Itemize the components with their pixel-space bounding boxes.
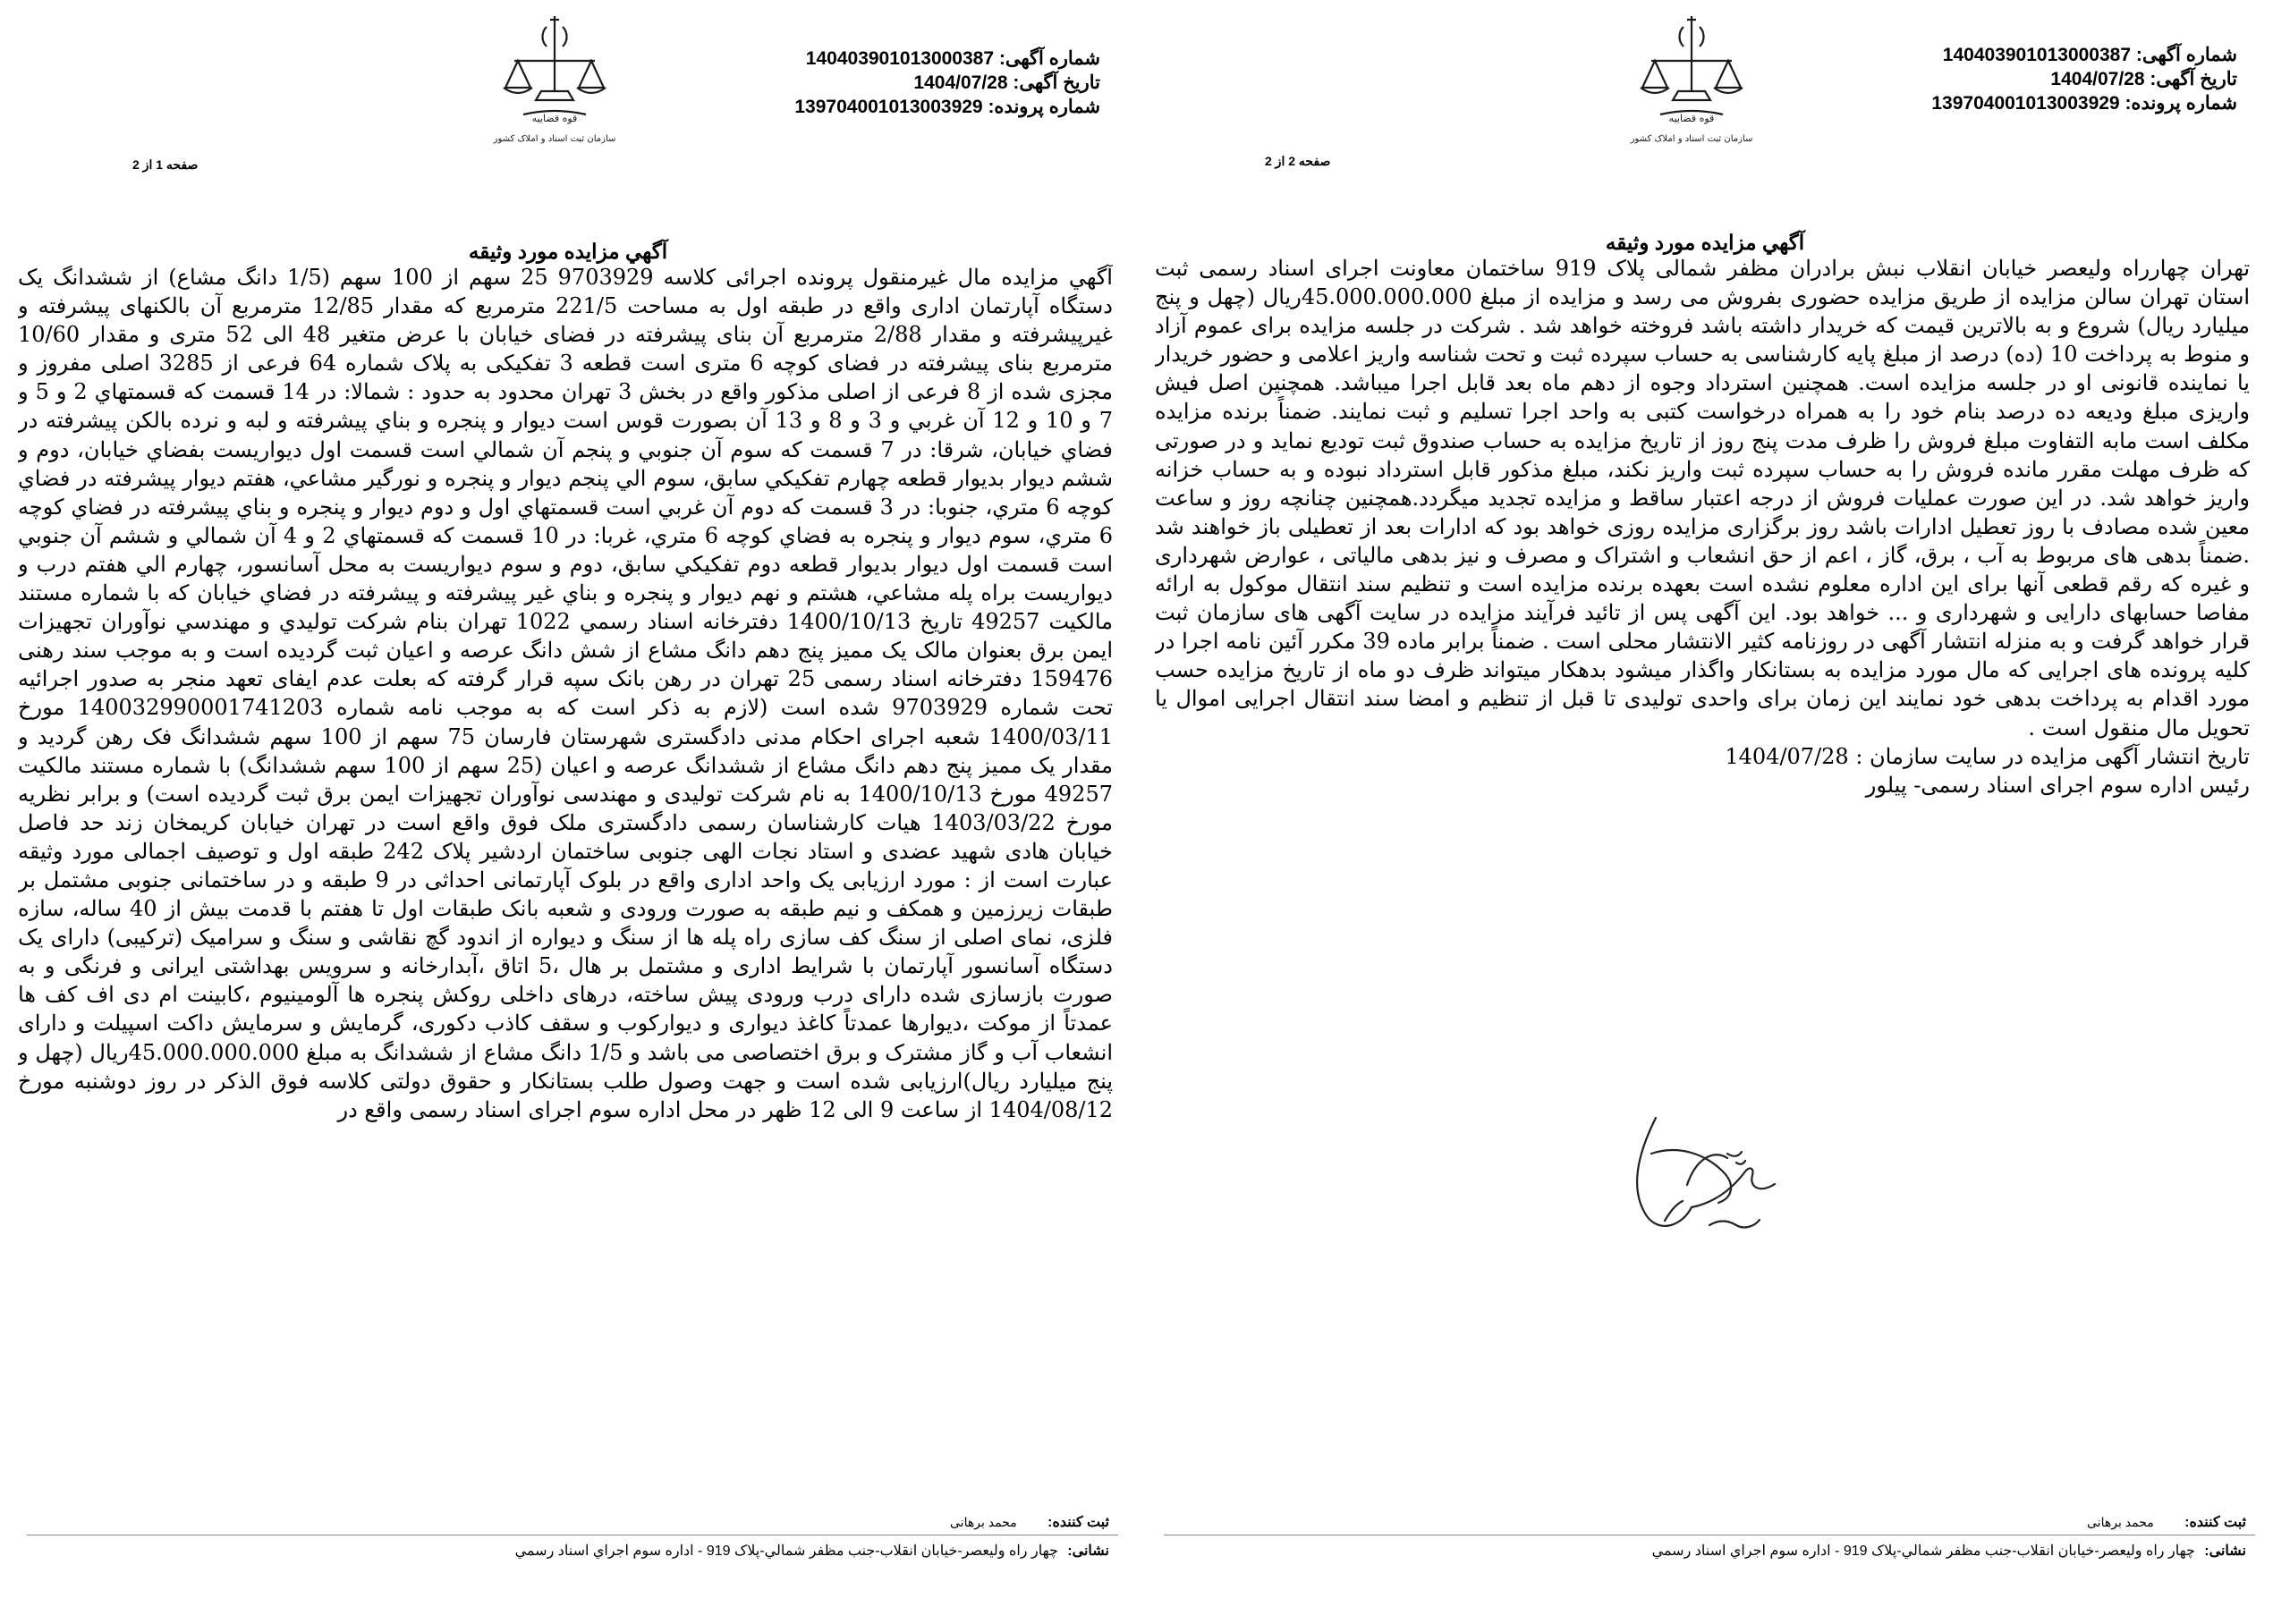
handwritten-signature-icon	[1602, 1100, 1799, 1252]
judiciary-scales-emblem-icon	[1624, 9, 1759, 161]
svg-text:سازمان ثبت اسناد و املاک کشور: سازمان ثبت اسناد و املاک کشور	[493, 134, 616, 144]
address-text: چهار راه وليعصر-خيابان انقلاب-جنب مظفر شمالي-پلاک 919 - اداره سوم اجراي اسناد رسمي	[1651, 1544, 2195, 1559]
signatory-line: رئیس اداره سوم اجرای اسناد رسمی- پیلور	[1865, 772, 2250, 798]
notice-header	[1870, 43, 2237, 115]
notice-page-1	[0, 0, 1136, 1624]
judiciary-scales-emblem-icon	[488, 9, 622, 161]
notice-body-paragraph: تهران چهارراه ولیعصر خیابان انقلاب نبش برادران مظفر شمالی پلاک 919 ساختمان معاونت اجرای اسناد رسمی ثبت استان تهران سالن مزایده از طریق مزایده حضوری بفروش می رسد و مزایده از مبلغ 45.000.000.000ریال (چهل و پنج میلیارد ریال) شروع و به بالاترین قیمت که خریدار داشته باشد فروخته خواهد شد . شرکت در جلسه مزایده برای عموم آزاد و منوط به پرداخت 10 (ده) درصد از مبلغ پایه کارشناسی به حساب سپرده ثبت و تحت شناسه واریز اعلامی و حضور خریدار یا نماینده قانونی او در جلسه مزایده است. همچنین استرداد وجوه از دهم ماه بعد قابل اجرا میباشد. همچنین اصل فیش واریزی مبلغ ودیعه ده درصد بنام خود را به همراه درخواست کتبی به واحد اجرا تسلیم و ثبت نمایند. ضمناً برنده مزایده مکلف است مابه التفاوت مبلغ فروش را ظرف مدت پنج روز از تاریخ مزایده به حساب صندوق ثبت تودیع نماید و در صورتی که ظرف مهلت مقرر مانده فروش را به حساب سپرده ثبت واریز نکند، مبلغ مذکور قابل استرداد نبوده و به حساب خزانه واریز خواهد شد. در این صورت عملیات فروش از درجه اعتبار ساقط و مزایده تجدید میگردد.همچنین چنانچه روز و ساعت معین شده مصادف با روز تعطیل ادارات باشد روز برگزاری مزایده روزی خواهد بود که ادارات بعد از تعطیلی باز خواهند شد .ضمناً بدهی های مربوط به آب ، برق، گاز ، اعم از حق انشعاب و اشتراک و مصرف و نیز بدهی مالیاتی ، عوارض شهرداری و غیره که رقم قطعی آنها برای این اداره معلوم نشده است بعهده برنده مزایده است و تنظیم سند انتقال موکول به ارائه مفاصا حسابهای دارایی و شهرداری و ... خواهد بود. این آگهی پس از تائید فرآیند مزایده در سایت آگهی های سازمان ثبت قرار خواهد گرفت و به منزله انتشار آگهی در روزنامه کثیر الانتشار محلی است . ضمناً برابر ماده 39 مکرر آئین نامه اجرا در کلیه پرونده های اجرایی که مال مورد مزایده به بستانکار واگذار میشود بدهکار میتواند ظرف دو ماه از تاریخ مزایده حسب مورد اقدام به پرداخت بدهی خود نمایند این زمان برای واحدی تولیدی تا قبل از تنظیم و امضا سند انتقال اجرایی اموال یا تحویل مال منقول است .	[1155, 256, 2250, 740]
page-number: صفحه 2 از 2	[1265, 154, 1331, 168]
address	[515, 1542, 1109, 1560]
notice-title: آگهي مزايده مورد وثيقه	[468, 240, 668, 263]
notice-body	[18, 263, 1113, 1506]
notice-title: آگهي مزايده مورد وثيقه	[1605, 231, 1805, 254]
case-number: شماره پرونده: 139704001013003929	[794, 97, 1100, 117]
notice-body	[1155, 254, 2250, 1023]
address-label: نشانی:	[1067, 1544, 1109, 1559]
notice-date: تاریخ آگهی: 1404/07/28	[913, 72, 1100, 93]
notice-body-paragraph: آگهي مزايده مال غيرمنقول پرونده اجرائی کلاسه 9703929 25 سهم از 100 سهم (1/5 دانگ مشاع) از ششدانگ یک دستگاه آپارتمان اداری واقع در طبقه اول به مساحت 221/5 مترمربع که مقدار 12/85 مترمربع آن بالکنهای پیشرفته و غیرپیشرفته و مقدار 2/88 مترمربع آن بنای پیشرفته در فضای خیابان با عرض متغیر 48 الی 52 متری و مقدار 10/60 مترمربع بنای پیشرفته در فضای کوچه 6 متری است قطعه 3 تفکیکی به پلاک شماره 64 فرعی از 3285 اصلی مفروز و مجزی شده از 8 فرعی از اصلی مذکور واقع در بخش 3 تهران محدود به حدود : شمالا: در 14 قسمت كه قسمتهاي 2 و 5 و 7 و 10 و 12 آن غربي و 3 و 8 و 13 آن بصورت قوس است ديوار و پنجره و بناي پيشرفته و لبه و نرده بالكن پيشرفته در فضاي خيابان، شرقا: در 7 قسمت كه سوم آن جنوبي و پنجم آن شمالي است قسمت اول ديواريست بفضاي خيابان، دوم و ششم ديوار بديوار قطعه چهارم تفكيكي سابق، سوم الي پنجم ديوار و پنجره و نورگير مشاعي، هفتم ديوار پيشرفته در فضاي كوچه 6 متري، جنوبا: در 3 قسمت كه دوم آن غربي است قسمتهاي اول و دوم ديوار و پنجره و بناي پيشرفته در فضاي كوچه 6 متري، سوم ديوار و پنجره به فضاي كوچه 6 متري، غربا: در 10 قسمت كه قسمتهاي 2 و 4 آن شمالي و ششم آن جنوبي است قسمت اول ديوار بديوار قطعه دوم تفكيكي سابق، دوم و سوم ديواريست به محل آسانسور، چهارم الي هفتم درب و ديواريست براه پله مشاعي، هشتم و نهم ديوار و پنجره و بناي غير پيشرفته و پيشرفته در فضاي خيابان كه با شماره مستند مالكيت 49257 تاريخ 1400/10/13 دفترخانه اسناد رسمي 1022 تهران بنام شركت توليدي و مهندسي نوآوران تجهيزات ايمن برق بعنوان مالک یک ممیز پنج دهم دانگ مشاع از شش دانگ عرصه و اعیان ثبت گردیده است و به موجب سند رهنی 159476 دفترخانه اسناد رسمی 25 تهران در رهن بانک سپه قرار گرفته که بعلت عدم ایفای تعهد منجر به صدور اجرائیه تحت شماره 9703929 شده است (لازم به ذکر است که به موجب نامه شماره 140032990001741203 مورخ 1400/03/11 شعبه اجرای احکام مدنی دادگستری شهرستان فارسان 75 سهم از 100 سهم ششدانگ فک رهن گردید و مقدار یک ممیز پنج دهم دانگ مشاع از ششدانگ عرصه و اعیان (25 سهم از 100 سهم ششدانگ) با شماره مستند مالکیت 49257 مورخ 1400/10/13 به نام شرکت تولیدی و مهندسی نوآوران تجهیزات ایمن برق ثبت گردیده است) و برابر نظریه مورخ 1403/03/22 هیات کارشناسان رسمی دادگستری ملک فوق واقع است در تهران خیابان کریمخان زند حد فاصل خیابان هادی شهید عضدی و استاد نجات الهی جنوبی ساختمان اردشیر پلاک 242 طبقه اول و توصیف اجمالی مورد وثیقه عبارت است از : مورد ارزیابی یک واحد اداری واقع در بلوک آپارتمانی احداثی در 9 طبقه و در ساختمانی جنوبی مشتمل بر طبقات زیرزمین و همکف و نیم طبقه به صورت ورودی و شعبه بانک طبقات اول تا هفتم با قدمت بیش از 40 ساله، سازه فلزی، نمای اصلی از سنگ کف سازی راه پله ها از سنگ و دیواره از اندود گچ نقاشی و سنگ و سرامیک (ترکیبی) دارای یک دستگاه آسانسور آپارتمان با شرایط اداری و مشتمل بر هال ،5 اتاق ،آبدارخانه و سرویس بهداشتی ایرانی و فرنگی و به صورت بازسازی شده دارای درب ورودی پیش ساخته، درهای داخلی روکش پنجره ها آلومینیوم ،کابینت ام دی اف کف ها عمدتاً از موکت ،دیوارها عمدتاً کاغذ دیواری و دیوارکوب و سقف کاذب دکوری، گرمایش و سرمایش داکت اسپیلت و دارای انشعاب آب و گاز مشترک و برق اختصاصی می باشد و 1/5 دانگ مشاع از ششدانگ به مبلغ 45.000.000.000ریال (چهل و پنج میلیارد ریال)ارزیابی شده است و جهت وصول طلب بستانکار و حقوق دولتی کلاسه فوق الذکر در روز دوشنبه مورخ 1404/08/12 از ساعت 9 الی 12 ظهر در محل اداره سوم اجرای اسناد رسمی واقع در	[18, 265, 1113, 1122]
address-text: چهار راه وليعصر-خيابان انقلاب-جنب مظفر شمالي-پلاک 919 - اداره سوم اجراي اسناد رسمي	[514, 1544, 1058, 1559]
registrar-name: محمد برهانی	[950, 1515, 1017, 1529]
notice-number: شماره آگهی: 140403901013000387	[805, 48, 1100, 69]
notice-date: تاریخ آگهی: 1404/07/28	[2050, 69, 2237, 89]
registrar	[950, 1513, 1109, 1531]
registrar-label: ثبت کننده:	[2184, 1515, 2246, 1530]
svg-text:قوه قضاییه: قوه قضاییه	[1668, 113, 1715, 124]
notice-number: شماره آگهی: 140403901013000387	[1942, 45, 2237, 65]
publish-date-line: تاریخ انتشار آگهی مزایده در سایت سازمان : 1404/07/28	[1725, 743, 2250, 769]
notice-page-2	[1137, 0, 2273, 1624]
registrar-label: ثبت کننده:	[1047, 1515, 1109, 1530]
page-number: صفحه 1 از 2	[132, 157, 199, 172]
registrar	[2087, 1513, 2246, 1531]
notice-header	[734, 47, 1100, 119]
address	[1652, 1542, 2246, 1560]
registrar-name: محمد برهانی	[2087, 1515, 2154, 1529]
svg-text:قوه قضاییه: قوه قضاییه	[531, 113, 578, 124]
case-number: شماره پرونده: 139704001013003929	[1931, 93, 2237, 114]
svg-text:سازمان ثبت اسناد و املاک کشور: سازمان ثبت اسناد و املاک کشور	[1630, 134, 1753, 144]
address-label: نشانی:	[2204, 1544, 2246, 1559]
